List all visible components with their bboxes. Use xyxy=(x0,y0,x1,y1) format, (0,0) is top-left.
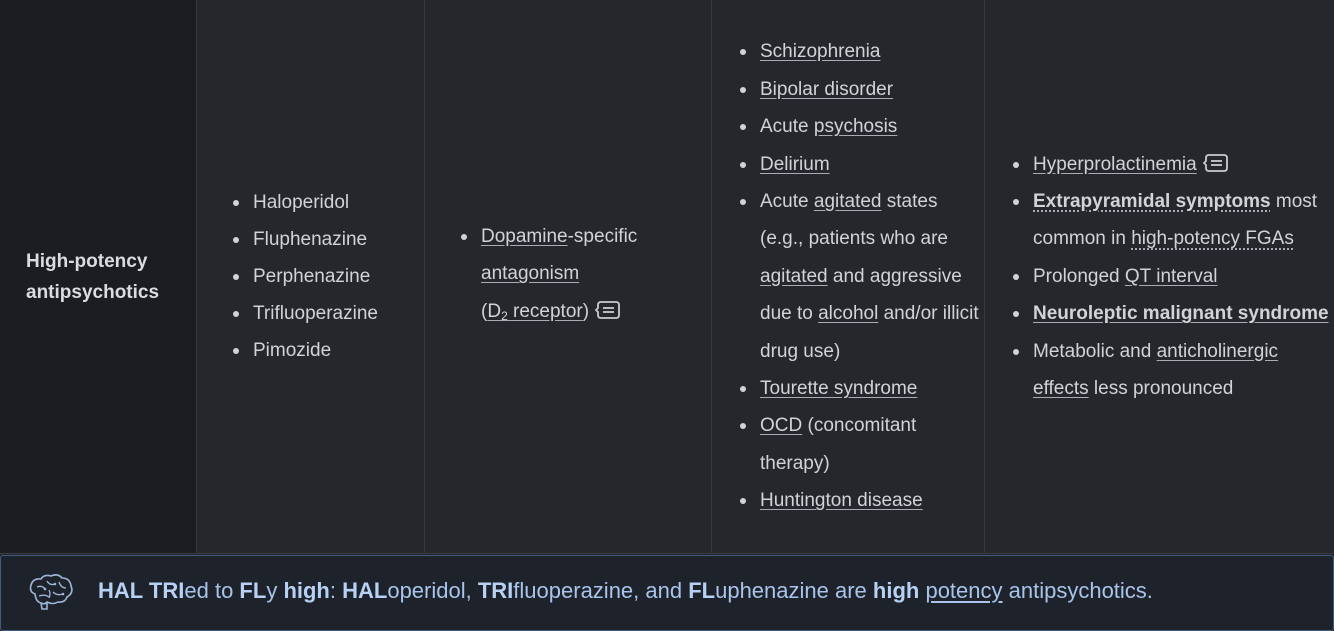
mechanism-cell xyxy=(425,0,712,553)
text: most common in xyxy=(1033,190,1318,250)
text: Acute xyxy=(760,190,814,212)
receptor-sub: 2 xyxy=(501,308,508,323)
receptor-rest: receptor xyxy=(507,300,583,322)
list-item xyxy=(1033,333,1334,408)
list-item xyxy=(760,71,984,108)
huntington-disease-link[interactable]: Huntington disease xyxy=(760,490,923,512)
text: Metabolic and xyxy=(1033,340,1157,362)
mechanism-text: -specific xyxy=(567,225,638,247)
mnemonic-banner xyxy=(0,555,1334,631)
text: and/or illicit drug use) xyxy=(760,303,979,362)
mnemonic-part: y xyxy=(266,578,284,603)
mnemonic-part: high xyxy=(283,578,330,603)
mnemonic-part: operidol, xyxy=(387,578,478,603)
potency-link[interactable]: potency xyxy=(925,578,1003,603)
schizophrenia-link[interactable]: Schizophrenia xyxy=(760,41,881,63)
list-item xyxy=(760,407,984,482)
paren-close: ) xyxy=(582,300,590,322)
list-item: Fluphenazine xyxy=(253,221,378,258)
mnemonic-text xyxy=(98,578,1153,604)
adverse-effects-cell xyxy=(985,0,1334,553)
list-item xyxy=(1033,295,1334,332)
mnemonic-part: TRI xyxy=(477,578,514,603)
extrapyramidal-symptoms-link[interactable]: Extrapyramidal symptoms xyxy=(1033,190,1271,212)
mnemonic-part: ed to xyxy=(184,578,240,603)
row-header-line1: High-potency xyxy=(26,250,148,272)
mechanism-list xyxy=(453,218,637,335)
note-icon[interactable] xyxy=(595,299,621,321)
list-item: Trifluoperazine xyxy=(253,295,378,332)
list-item xyxy=(1033,258,1334,295)
mnemonic-part: HAL xyxy=(342,578,388,603)
note-icon[interactable] xyxy=(1203,152,1229,174)
mnemonic-part: fluoperazine, and xyxy=(513,578,689,603)
mnemonic-part: antipsychotics. xyxy=(1002,578,1153,603)
bipolar-disorder-link[interactable]: Bipolar disorder xyxy=(760,78,894,100)
mnemonic-part: uphenazine are xyxy=(715,578,873,603)
antagonism-link[interactable]: antagonism xyxy=(481,263,580,285)
list-item xyxy=(760,146,984,183)
d2-receptor-link[interactable] xyxy=(487,301,582,322)
agitated-link[interactable]: agitated xyxy=(813,190,882,212)
delirium-link[interactable]: Delirium xyxy=(760,153,830,175)
receptor-main: D xyxy=(487,300,502,322)
brain-icon xyxy=(25,572,75,612)
row-header-cell xyxy=(0,0,197,553)
mnemonic-part: high xyxy=(872,578,920,603)
row-header xyxy=(26,246,159,308)
text: states (e.g., patients who are xyxy=(760,190,948,250)
indications-list xyxy=(732,33,984,519)
list-item: Pimozide xyxy=(253,332,378,369)
mnemonic-part: FL xyxy=(688,578,716,603)
mnemonic-part: FL xyxy=(239,578,267,603)
list-item: Perphenazine xyxy=(253,258,378,295)
paren-open: ( xyxy=(481,300,488,322)
hyperprolactinemia-link[interactable]: Hyperprolactinemia xyxy=(1033,153,1197,175)
text: (concomitant therapy) xyxy=(760,415,917,474)
text: and aggressive due to xyxy=(760,265,962,325)
adverse-effects-list xyxy=(1005,146,1334,408)
list-item xyxy=(1033,146,1334,183)
agitated-link-2[interactable]: agitated xyxy=(760,265,828,287)
text: Acute xyxy=(760,116,814,138)
list-item xyxy=(760,33,984,70)
list-item xyxy=(760,183,984,370)
high-potency-fgas-link[interactable]: high-potency FGAs xyxy=(1131,228,1294,250)
list-item xyxy=(760,108,984,145)
list-item xyxy=(760,370,984,407)
qt-interval-link[interactable]: QT interval xyxy=(1124,265,1218,287)
list-item xyxy=(1033,183,1334,258)
indications-cell xyxy=(712,0,985,553)
text: Prolonged xyxy=(1033,265,1125,287)
list-item xyxy=(760,482,984,519)
ocd-link[interactable]: OCD xyxy=(760,415,803,437)
alcohol-link[interactable]: alcohol xyxy=(818,303,879,325)
row-header-line2: antipsychotics xyxy=(26,281,160,303)
neuroleptic-malignant-syndrome-link[interactable]: Neuroleptic malignant syndrome xyxy=(1033,303,1329,325)
anticholinergic-effects-link[interactable]: anticholinergic effects xyxy=(1033,340,1279,400)
list-item xyxy=(481,218,637,335)
tourette-syndrome-link[interactable]: Tourette syndrome xyxy=(760,378,918,400)
mnemonic-part: HAL TRI xyxy=(98,578,185,603)
drugs-cell xyxy=(197,0,425,553)
list-item: Haloperidol xyxy=(253,184,378,221)
dopamine-link[interactable]: Dopamine xyxy=(481,225,568,247)
drug-list xyxy=(225,184,378,369)
text: less pronounced xyxy=(1088,378,1234,400)
mnemonic-part: : xyxy=(329,578,343,603)
psychosis-link[interactable]: psychosis xyxy=(813,116,898,138)
